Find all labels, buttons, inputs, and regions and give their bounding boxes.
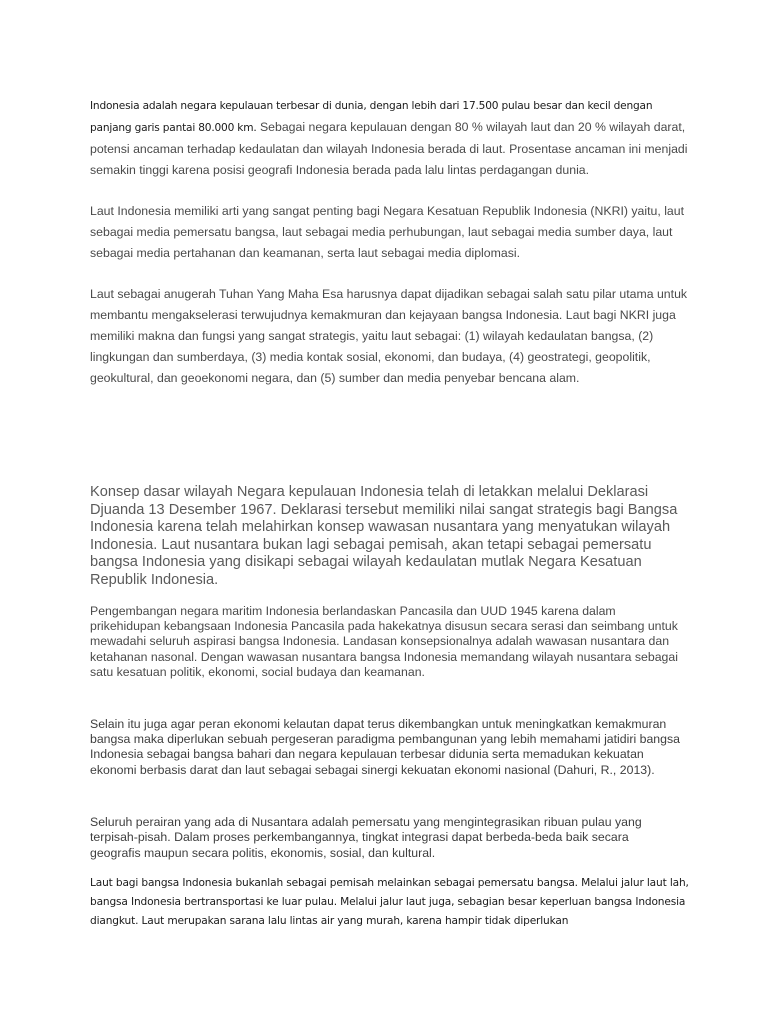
paragraph-8: Laut bagi bangsa Indonesia bukanlah sebagai pemisah melainkan sebagai pemersatu bangsa. Melalui jalur laut lah, bangsa Indonesia bertransportasi ke luar pulau. Melalui jalur laut juga, sebagian besar keperluan bangsa Indonesia diangkut. Laut merupakan sarana lalu lintas air yang murah, karena hampir tidak diperlukan — [90, 877, 689, 927]
paragraph-6: Selain itu juga agar peran ekonomi kelautan dapat terus dikembangkan untuk meningkatkan kemakmuran bangsa maka diperlukan sebuah pergeseran paradigma pembangunan yang lebih memahami jatidiri bangsa Indonesia sebagai bangsa bahari dan negara kepulauan terbesar didunia serta memadukan kekuatan ekonomi berbasis darat dan laut sebagai sebagai sinergi kekuatan ekonomi nasional (Dahuri, R., 2013). — [90, 717, 680, 777]
paragraph-3: Laut sebagai anugerah Tuhan Yang Maha Esa harusnya dapat dijadikan sebagai salah satu pilar utama untuk membantu mengakselerasi terwujudnya kemakmuran dan kejayaan bangsa Indonesia. Laut bagi NKRI juga memiliki makna dan fungsi yang sangat strategis, yaitu laut sebagai: (1) wilayah kedaulatan bangsa, (2) lingkungan dan sumberdaya, (3) media kontak sosial, ekonomi, dan budaya, (4) geostrategi, geopolitik, geokultural, dan geoekonomi negara, dan (5) sumber dan media penyebar bencana alam. — [90, 287, 688, 385]
paragraph-4: Konsep dasar wilayah Negara kepulauan Indonesia telah di letakkan melalui Deklarasi Djuanda 13 Desember 1967. Deklarasi tersebut memiliki nilai sangat strategis bagi Bangsa Indonesia karena telah melahirkan konsep wawasan nusantara yang menyatukan wilayah Indonesia. Laut nusantara bukan lagi sebagai pemisah, akan tetapi sebagai pemersatu bangsa Indonesia yang disikapi sebagai wilayah kedaulatan mutlak Negara Kesatuan Republik Indonesia. — [90, 484, 678, 588]
paragraph-7: Seluruh perairan yang ada di Nusantara adalah pemersatu yang mengintegrasikan ribuan pulau yang terpisah-pisah. Dalam proses perkembangannya, tingkat integrasi dapat berbeda-beda baik secara geografis maupun secara politis, ekonomis, sosial, dan kultural. — [90, 815, 642, 860]
paragraph-1-rest: Sebagai negara kepulauan dengan 80 % wilayah laut dan 20 % wilayah darat, potensi ancaman terhadap kedaulatan dan wilayah Indonesia berada di laut. Prosentase ancaman ini menjadi semakin tinggi karena posisi geografi Indonesia berada pada lalu lintas perdagangan dunia. — [90, 120, 688, 177]
paragraph-5: Pengembangan negara maritim Indonesia berlandaskan Pancasila dan UUD 1945 karena dalam prikehidupan kebangsaan Indonesia Pancasila pada hakekatnya disusun secara serasi dan seimbang untuk mewadahi seluruh aspirasi bangsa Indonesia. Landasan konsepsionalnya adalah wawasan nusantara dan ketahanan nasonal. Dengan wawasan nusantara bangsa Indonesia memandang wilayah nusantara sebagai satu kesatuan politik, ekonomi, social budaya dan keamanan. — [90, 604, 678, 679]
paragraph-1 — [90, 95, 690, 181]
paragraph-1-lead: Indonesia adalah negara kepulauan terbesar di dunia, dengan lebih dari 17.500 pulau besar dan kecil dengan panjang garis pantai 80.000 km. — [90, 100, 653, 134]
paragraph-2: Laut Indonesia memiliki arti yang sangat penting bagi Negara Kesatuan Republik Indonesia (NKRI) yaitu, laut sebagai media pemersatu bangsa, laut sebagai media perhubungan, laut sebagai media sumber daya, laut sebagai media pertahanan dan keamanan, serta laut sebagai media diplomasi. — [90, 204, 685, 260]
